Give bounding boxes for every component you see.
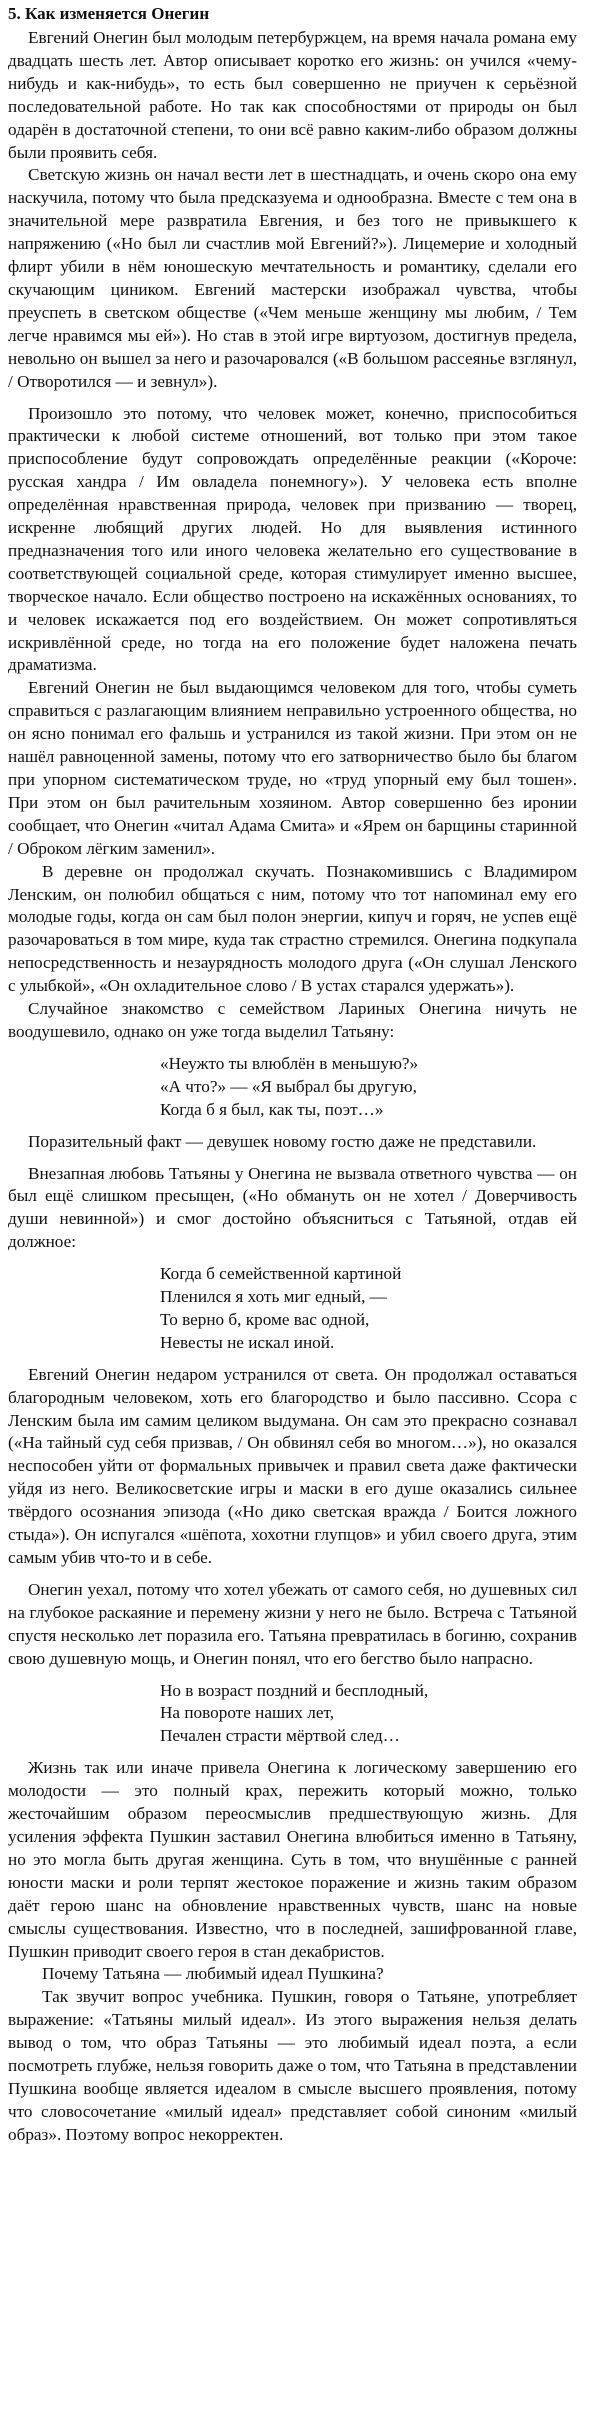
paragraph: Жизнь так или иначе привела Онегина к логическому завершению его молодости — это полный крах, пережить который можно, только жесточайшим образом переосмыслив предшествующую жизнь. Для усиления эффекта Пушкин заставил Онегина влюбиться именно в Татьяну, но это могла быть другая женщина. Суть в том, что внушённые с ранней юности маски и роли терпят жестокое поражение и жизнь таким образом даёт герою шанс на обновление нравственных чувств, шанс на новые смыслы существования. Известно, что в последней, зашифрованной главе, Пушкин приводит своего героя в стан декабристов. xyxy=(8,1758,577,1961)
verse-line: Но в возраст поздний и бесплодный, xyxy=(160,1680,429,1700)
paragraph: Поразительный факт — девушек новому гостю даже не представили. xyxy=(28,1131,537,1151)
verse-line: Когда б я был, как ты, поэт…» xyxy=(160,1099,384,1119)
verse-quote xyxy=(160,1263,577,1355)
verse-line: Невесты не искал иной. xyxy=(160,1332,335,1352)
verse-line: Пленился я хоть миг едный, — xyxy=(160,1287,387,1307)
verse-line: «Неужто ты влюблён в меньшую?» xyxy=(160,1053,419,1073)
paragraph: Почему Татьяна — любимый идеал Пушкина? xyxy=(42,1964,384,1984)
paragraph: Онегин уехал, потому что хотел убежать от самого себя, но душевных сил на глубокое раскаяние и перемену жизни у него не было. Встреча с Татьяной спустя несколько лет поразила его. Татьяна превратилась в богиню, сохранив свою душевную мощь, и Онегин понял, что его бегство было напрасно. xyxy=(8,1579,577,1668)
verse-line: Когда б семейственной картиной xyxy=(160,1264,402,1284)
verse-line: «А что?» — «Я выбрал бы другую, xyxy=(160,1076,417,1096)
paragraph: Произошло это потому, что человек может, конечно, приспособиться практически к любой системе отношений, вот только при этом такое приспособление будут сопровождать определённые реакции («Короче: русская хандра / Им овладела понемногу»). У человека есть вполне определённая нравственная природа, человек при призванию — творец, искренне любящий других людей. Но для выявления истинного предназначения того или иного человека желательно его существование в соответствующей социальной среде, которая стимулирует именно высшее, творческое начало. Если общество построено на искажённых основаниях, то и человек искажается под его воздействием. Он может сопротивляться искривлённой среде, но тогда на его положение будет наложена печать драматизма. xyxy=(8,403,577,675)
paragraph: Светскую жизнь он начал вести лет в шестнадцать, и очень скоро она ему наскучила, потому что была предсказуема и однообразна. Вместе с тем она в значительной мере развратила Евгения, и без того не привыкшего к напряжению («Но был ли счастлив мой Евгений?»). Лицемерие и холодный флирт убили в нём юношескую мечтательность и романтику, сделали его скучающим циником. Евгений мастерски изображал чувства, чтобы преуспеть в светском обществе («Чем меньше женщину мы любим, / Тем легче нравимся мы ей»). Но став в этой игре виртуозом, достигнув предела, невольно он вышел за него и разочаровался («В большом рассеянье взглянул, / Отворотился — и зевнул»). xyxy=(8,165,577,391)
document-body xyxy=(8,27,577,2147)
verse-quote xyxy=(160,1053,577,1122)
verse-line: То верно б, кроме вас одной, xyxy=(160,1309,370,1329)
page-title: 5. Как изменяется Онегин xyxy=(8,4,210,23)
verse-line: Печален страсти мёртвой след… xyxy=(160,1726,400,1746)
verse-line: На повороте наших лет, xyxy=(160,1703,334,1723)
paragraph: Так звучит вопрос учебника. Пушкин, говоря о Татьяне, употребляет выражение: «Татьяны милый идеал». Из этого выражения нельзя делать вывод о том, что образ Татьяны — это любимый идеал поэта, а если посмотреть глубже, нельзя говорить даже о том, что Татьяна в представлении Пушкина вообще является идеалом в смысле высшего проявления, потому что словосочетание «милый идеал» представляет собой синоним «милый образ». Поэтому вопрос некорректен. xyxy=(8,1987,577,2144)
paragraph: Евгений Онегин был молодым петербуржцем, на время начала романа ему двадцать шесть лет. Автор описывает коротко его жизнь: он учился «чему-нибудь и как-нибудь», то есть был совершенно не приучен к серьёзной последовательной работе. Но так как способностями от природы он был одарён в достаточной степени, то они всё равно каким-либо образом должны были проявить себя. xyxy=(8,28,577,162)
paragraph: Евгений Онегин не был выдающимся человеком для того, чтобы суметь справиться с разлагающим влиянием неправильно устроенного общества, но он ясно понимал его фальшь и устранился из такой жизни. При этом он не нашёл равноценной замены, потому что его затворничество было бы благом при упорном систематическом труде, но «труд упорный ему был тошен». При этом он был рачительным хозяином. Автор совершенно без иронии сообщает, что Онегин «читал Адама Смита» и «Ярем он барщины старинной / Оброком лёгким заменил». xyxy=(8,678,577,858)
paragraph: Случайное знакомство с семейством Лариных Онегина ничуть не воодушевило, однако он уже тогда выделил Татьяну: xyxy=(8,999,577,1041)
paragraph: В деревне он продолжал скучать. Познакомившись с Владимиром Ленским, он полюбил общаться с ним, потому что тот напоминал ему его молодые годы, когда он сам был полон энергии, кипуч и горяч, не успев ещё разочароваться в том мире, куда так страстно стремился. Онегина подкупала непосредственность и незаурядность молодого друга («Он слушал Ленского с улыбкой», «Он охладительное слово / В устах старался удержать»). xyxy=(8,861,577,996)
paragraph: Внезапная любовь Татьяны у Онегина не вызвала ответного чувства — он был ещё слишком пресыщен, («Но обмануть он не хотел / Доверчивость души невинной») и смог достойно объясниться с Татьяной, отдав ей должное: xyxy=(8,1163,577,1252)
verse-quote xyxy=(160,1680,577,1749)
paragraph: Евгений Онегин недаром устранился от света. Он продолжал оставаться благородным человеком, хоть его благородство и было пассивно. Ссора с Ленским была им самим целиком выдумана. Он сам это прекрасно сознавал («На тайный суд себя призвав, / Он обвинял себя во многом…»), но оказался неспособен уйти от формальных привычек и правил света даже фактически уйдя из него. Великосветские игры и маски в его душе оказались сильнее твёрдого осознания эпизода («Но дико светская вражда / Боится ложного стыда»). Он испугался «шёпота, хохотни глупцов» и убил своего друга, этим самым убив что-то и в себе. xyxy=(8,1364,577,1567)
